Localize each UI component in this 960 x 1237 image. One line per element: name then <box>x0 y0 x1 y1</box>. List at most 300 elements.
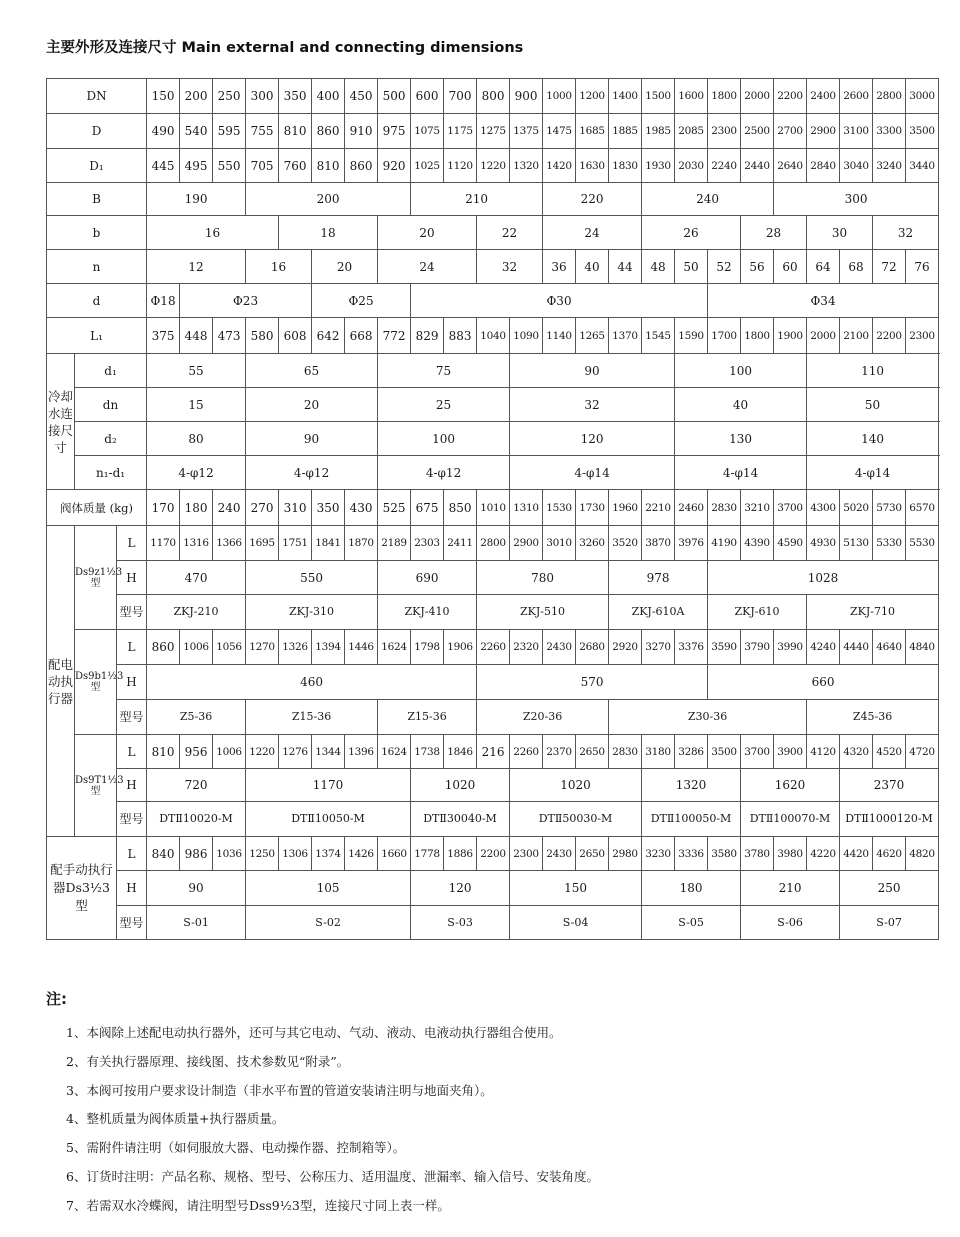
model-value: Z5-36 <box>147 700 246 735</box>
L-value: 1396 <box>345 735 378 769</box>
L-value: 1906 <box>444 630 477 665</box>
model-value: Z20-36 <box>477 700 609 735</box>
mass-value: 350 <box>312 490 345 526</box>
L-value: 3180 <box>642 735 675 769</box>
table-cell: 1320 <box>642 769 741 802</box>
table-cell: 910 <box>345 114 378 149</box>
note-item: 1、本阀除上述配电动执行器外，还可与其它电动、气动、液动、电液动执行器组合使用。 <box>66 1025 562 1040</box>
L-value: 2200 <box>477 837 510 871</box>
table-cell: 1265 <box>576 318 609 354</box>
table-cell: 1620 <box>741 769 840 802</box>
L-value: 5330 <box>873 526 906 561</box>
table-cell: 1140 <box>543 318 576 354</box>
note-item: 4、整机质量为阀体质量+执行器质量。 <box>66 1111 285 1127</box>
L-value: 2430 <box>543 630 576 665</box>
mass-value: 5730 <box>873 490 906 526</box>
table-cell: 1120 <box>444 149 477 183</box>
L-value: 3376 <box>675 630 708 665</box>
table-cell: 30 <box>807 216 873 250</box>
table-cell: 22 <box>477 216 543 250</box>
L-value: 2920 <box>609 630 642 665</box>
table-cell: 15 <box>147 388 246 422</box>
table-cell: 705 <box>246 149 279 183</box>
model-value: DTⅡ50030-M <box>510 802 642 837</box>
dn-value: 1800 <box>708 79 741 114</box>
table-cell: 300 <box>774 183 939 216</box>
table-cell: 1170 <box>246 769 411 802</box>
table-cell: 68 <box>840 250 873 284</box>
L-value: 1306 <box>279 837 312 871</box>
table-cell: 90 <box>246 422 378 456</box>
table-cell: 495 <box>180 149 213 183</box>
table-row <box>47 318 939 354</box>
L-value: 2430 <box>543 837 576 871</box>
table-cell: 120 <box>510 422 675 456</box>
L-value: 5130 <box>840 526 873 561</box>
L-value: 2370 <box>543 735 576 769</box>
table-row <box>47 284 939 318</box>
table-cell: 2370 <box>840 769 939 802</box>
table-cell: 1075 <box>411 114 444 149</box>
dn-value: 2800 <box>873 79 906 114</box>
table-cell: 2300 <box>906 318 939 354</box>
table-cell: 210 <box>741 871 840 906</box>
table-cell: 3040 <box>840 149 873 183</box>
model-value: Z30-36 <box>609 700 807 735</box>
table-cell: 24 <box>543 216 642 250</box>
table-row <box>47 490 939 526</box>
table-cell: 780 <box>477 561 609 595</box>
table-cell: 668 <box>345 318 378 354</box>
L-value: 1624 <box>378 735 411 769</box>
table-cell: 60 <box>774 250 807 284</box>
L-value: 1446 <box>345 630 378 665</box>
table-cell: 2200 <box>873 318 906 354</box>
mass-value: 1960 <box>609 490 642 526</box>
table-row <box>47 769 939 802</box>
table-cell: 540 <box>180 114 213 149</box>
mass-value: 3210 <box>741 490 774 526</box>
table-cell: 25 <box>378 388 510 422</box>
model-value: Z45-36 <box>807 700 939 735</box>
L-value: 3980 <box>774 837 807 871</box>
L-value: 4220 <box>807 837 840 871</box>
table-cell: 1420 <box>543 149 576 183</box>
L-value: 2260 <box>510 735 543 769</box>
mass-value: 2210 <box>642 490 675 526</box>
L-value: 860 <box>147 630 180 665</box>
table-cell: 1028 <box>708 561 939 595</box>
table-cell: 56 <box>741 250 774 284</box>
table-cell: 1630 <box>576 149 609 183</box>
dn-value: 800 <box>477 79 510 114</box>
L-value: 2650 <box>576 735 609 769</box>
L-value: 3520 <box>609 526 642 561</box>
table-cell: 250 <box>840 871 939 906</box>
table-cell: 2440 <box>741 149 774 183</box>
table-cell: 20 <box>378 216 477 250</box>
table-cell: 1700 <box>708 318 741 354</box>
L-value: 4590 <box>774 526 807 561</box>
table-cell: 16 <box>246 250 312 284</box>
table-cell: 473 <box>213 318 246 354</box>
L-value: 3230 <box>642 837 675 871</box>
model-value: DTⅡ1000120-M <box>840 802 939 837</box>
table-cell: 4-φ12 <box>378 456 510 490</box>
row-label-H: H <box>117 769 147 802</box>
table-cell: 2640 <box>774 149 807 183</box>
L-value: 2680 <box>576 630 609 665</box>
dn-value: 2600 <box>840 79 873 114</box>
model-value: DTⅡ100050-M <box>642 802 741 837</box>
L-value: 1270 <box>246 630 279 665</box>
notes-title: 注: <box>46 990 67 1008</box>
table-cell: 1590 <box>675 318 708 354</box>
table-cell: 1040 <box>477 318 510 354</box>
table-cell: 40 <box>576 250 609 284</box>
table-row <box>47 700 939 735</box>
L-value: 1695 <box>246 526 279 561</box>
table-row <box>47 561 939 595</box>
table-cell: 100 <box>675 354 807 388</box>
notes-section <box>46 988 926 1221</box>
table-cell: 2100 <box>840 318 873 354</box>
table-row <box>47 79 939 114</box>
table-cell: 1930 <box>642 149 675 183</box>
table-cell: 130 <box>675 422 807 456</box>
table-cell: 64 <box>807 250 840 284</box>
row-label-model: 型号 <box>117 906 147 940</box>
table-cell: 4-φ14 <box>807 456 939 490</box>
table-cell: 755 <box>246 114 279 149</box>
table-cell: 550 <box>246 561 378 595</box>
note-item: 5、需附件请注明（如伺服放大器、电动操作器、控制箱等）。 <box>66 1140 406 1156</box>
table-cell: 32 <box>477 250 543 284</box>
table-cell: 105 <box>246 871 411 906</box>
table-cell: 210 <box>411 183 543 216</box>
dn-value: 3000 <box>906 79 939 114</box>
mass-value: 850 <box>444 490 477 526</box>
table-cell: 26 <box>642 216 741 250</box>
row-label-mass: 阀体质量 (kg) <box>47 490 147 526</box>
mass-value: 675 <box>411 490 444 526</box>
dn-value: 2200 <box>774 79 807 114</box>
L-value: 2411 <box>444 526 477 561</box>
L-value: 4420 <box>840 837 873 871</box>
table-cell: 720 <box>147 769 246 802</box>
table-cell: 829 <box>411 318 444 354</box>
L-value: 4390 <box>741 526 774 561</box>
table-cell: 1025 <box>411 149 444 183</box>
table-cell: 18 <box>279 216 378 250</box>
model-value: ZKJ-310 <box>246 595 378 630</box>
mass-value: 1310 <box>510 490 543 526</box>
model-value: S-05 <box>642 906 741 940</box>
mass-value: 270 <box>246 490 279 526</box>
table-cell: 975 <box>378 114 411 149</box>
table-cell: 32 <box>510 388 675 422</box>
table-cell: Φ25 <box>312 284 411 318</box>
L-value: 1870 <box>345 526 378 561</box>
electric-actuator-label: 配电动执行器 <box>47 526 75 837</box>
table-cell: 1985 <box>642 114 675 149</box>
dn-value: 300 <box>246 79 279 114</box>
L-value: 4120 <box>807 735 840 769</box>
L-value: 3790 <box>741 630 774 665</box>
table-row <box>47 149 939 183</box>
mass-value: 170 <box>147 490 180 526</box>
table-cell: 110 <box>807 354 939 388</box>
L-value: 4520 <box>873 735 906 769</box>
L-value: 2650 <box>576 837 609 871</box>
mass-value: 180 <box>180 490 213 526</box>
L-value: 2320 <box>510 630 543 665</box>
table-cell: 32 <box>873 216 939 250</box>
L-value: 1624 <box>378 630 411 665</box>
cooling-group-label: 冷却水连接尺寸 <box>47 354 75 490</box>
mass-value: 310 <box>279 490 312 526</box>
mass-value: 1730 <box>576 490 609 526</box>
table-cell: 76 <box>906 250 939 284</box>
table-cell: 90 <box>510 354 675 388</box>
dn-value: 500 <box>378 79 411 114</box>
model-value: S-07 <box>840 906 939 940</box>
row-label-L: L <box>117 630 147 665</box>
L-value: 4840 <box>906 630 939 665</box>
L-value: 1220 <box>246 735 279 769</box>
note-item: 3、本阀可按用户要求设计制造（非水平布置的管道安装请注明与地面夹角）。 <box>66 1082 493 1098</box>
row-label: dn <box>75 388 147 422</box>
table-cell: 50 <box>807 388 939 422</box>
L-value: 3336 <box>675 837 708 871</box>
table-cell: 20 <box>312 250 378 284</box>
table-cell: 772 <box>378 318 411 354</box>
table-cell: 1275 <box>477 114 510 149</box>
L-value: 1056 <box>213 630 246 665</box>
L-value: 1738 <box>411 735 444 769</box>
L-value: 4320 <box>840 735 873 769</box>
L-value: 4240 <box>807 630 840 665</box>
table-cell: 28 <box>741 216 807 250</box>
table-cell: 1090 <box>510 318 543 354</box>
table-cell: 1370 <box>609 318 642 354</box>
L-value: 4620 <box>873 837 906 871</box>
table-cell: 80 <box>147 422 246 456</box>
dn-value: 700 <box>444 79 477 114</box>
table-cell: 12 <box>147 250 246 284</box>
L-value: 3780 <box>741 837 774 871</box>
table-cell: Φ23 <box>180 284 312 318</box>
L-value: 3870 <box>642 526 675 561</box>
dn-value: 900 <box>510 79 543 114</box>
table-cell: 190 <box>147 183 246 216</box>
actuator-model-label: Ds9T1½3型 <box>75 735 117 837</box>
table-row <box>47 183 939 216</box>
table-cell: Φ18 <box>147 284 180 318</box>
L-value: 2800 <box>477 526 510 561</box>
table-row <box>47 735 939 769</box>
table-cell: 65 <box>246 354 378 388</box>
row-label: n <box>47 250 147 284</box>
table-cell: 595 <box>213 114 246 149</box>
table-cell: Φ30 <box>411 284 708 318</box>
dn-value: 450 <box>345 79 378 114</box>
row-label: d₁ <box>75 354 147 388</box>
table-cell: 883 <box>444 318 477 354</box>
table-cell: 200 <box>246 183 411 216</box>
L-value: 3900 <box>774 735 807 769</box>
dn-value: 600 <box>411 79 444 114</box>
table-cell: 760 <box>279 149 312 183</box>
table-cell: 470 <box>147 561 246 595</box>
table-cell: 40 <box>675 388 807 422</box>
table-cell: 16 <box>147 216 279 250</box>
mass-value: 2830 <box>708 490 741 526</box>
L-value: 1846 <box>444 735 477 769</box>
L-value: 2900 <box>510 526 543 561</box>
row-label-L: L <box>117 526 147 561</box>
L-value: 2980 <box>609 837 642 871</box>
dn-value: 150 <box>147 79 180 114</box>
row-label-H: H <box>117 665 147 700</box>
dn-value: 1000 <box>543 79 576 114</box>
row-label: D <box>47 114 147 149</box>
table-cell: 550 <box>213 149 246 183</box>
mass-value: 240 <box>213 490 246 526</box>
manual-actuator-label: 配手动执行器Ds3½3型 <box>47 837 117 940</box>
L-value: 1751 <box>279 526 312 561</box>
table-row <box>47 595 939 630</box>
table-cell: 3240 <box>873 149 906 183</box>
row-label-H: H <box>117 561 147 595</box>
model-value: DTⅡ30040-M <box>411 802 510 837</box>
dn-value: 2000 <box>741 79 774 114</box>
table-cell: 3300 <box>873 114 906 149</box>
model-value: DTⅡ10020-M <box>147 802 246 837</box>
actuator-model-label: Ds9b1½3型 <box>75 630 117 735</box>
page-title: 主要外形及连接尺寸 Main external and connecting dimensions <box>46 40 524 56</box>
L-value: 3700 <box>741 735 774 769</box>
L-value: 4930 <box>807 526 840 561</box>
table-row <box>47 871 939 906</box>
table-row <box>47 422 939 456</box>
table-cell: 580 <box>246 318 279 354</box>
mass-value: 430 <box>345 490 378 526</box>
L-value: 1778 <box>411 837 444 871</box>
dn-value: 1500 <box>642 79 675 114</box>
table-cell: 810 <box>279 114 312 149</box>
table-cell: 150 <box>510 871 642 906</box>
mass-value: 525 <box>378 490 411 526</box>
table-row <box>47 354 939 388</box>
L-value: 3500 <box>708 735 741 769</box>
note-item: 2、有关执行器原理、接线图、技术参数见“附录”。 <box>66 1053 350 1069</box>
model-value: ZKJ-610 <box>708 595 807 630</box>
row-label-dn: DN <box>47 79 147 114</box>
table-cell: 1375 <box>510 114 543 149</box>
L-value: 4440 <box>840 630 873 665</box>
model-value: S-06 <box>741 906 840 940</box>
table-cell: 2700 <box>774 114 807 149</box>
table-cell: 4-φ14 <box>675 456 807 490</box>
table-row <box>47 630 939 665</box>
dn-value: 1400 <box>609 79 642 114</box>
table-cell: 690 <box>378 561 477 595</box>
row-label: d₂ <box>75 422 147 456</box>
table-cell: 642 <box>312 318 345 354</box>
L-value: 840 <box>147 837 180 871</box>
L-value: 2830 <box>609 735 642 769</box>
row-label-model: 型号 <box>117 595 147 630</box>
mass-value: 6570 <box>906 490 939 526</box>
L-value: 1006 <box>213 735 246 769</box>
model-value: ZKJ-710 <box>807 595 939 630</box>
table-row <box>47 216 939 250</box>
table-cell: 1885 <box>609 114 642 149</box>
table-cell: 448 <box>180 318 213 354</box>
table-row <box>47 456 939 490</box>
mass-value: 2460 <box>675 490 708 526</box>
L-value: 3990 <box>774 630 807 665</box>
table-row <box>47 802 939 837</box>
table-cell: 1320 <box>510 149 543 183</box>
L-value: 4640 <box>873 630 906 665</box>
L-value: 1250 <box>246 837 279 871</box>
model-value: S-04 <box>510 906 642 940</box>
table-cell: 220 <box>543 183 642 216</box>
table-row <box>47 250 939 284</box>
model-value: DTⅡ100070-M <box>741 802 840 837</box>
row-label-L: L <box>117 735 147 769</box>
mass-value: 5020 <box>840 490 873 526</box>
L-value: 5530 <box>906 526 939 561</box>
table-cell: 4-φ12 <box>147 456 246 490</box>
table-cell: 1020 <box>510 769 642 802</box>
L-value: 1006 <box>180 630 213 665</box>
L-value: 1316 <box>180 526 213 561</box>
dn-value: 2400 <box>807 79 840 114</box>
model-value: S-01 <box>147 906 246 940</box>
table-cell: 860 <box>345 149 378 183</box>
L-value: 1036 <box>213 837 246 871</box>
mass-value: 1010 <box>477 490 510 526</box>
table-cell: 75 <box>378 354 510 388</box>
table-cell: 2085 <box>675 114 708 149</box>
dn-value: 1600 <box>675 79 708 114</box>
table-cell: 3100 <box>840 114 873 149</box>
table-cell: 460 <box>147 665 477 700</box>
table-cell: 1900 <box>774 318 807 354</box>
table-cell: 44 <box>609 250 642 284</box>
dn-value: 350 <box>279 79 312 114</box>
L-value: 1276 <box>279 735 312 769</box>
L-value: 2260 <box>477 630 510 665</box>
table-cell: 1545 <box>642 318 675 354</box>
table-cell: 1475 <box>543 114 576 149</box>
L-value: 1660 <box>378 837 411 871</box>
table-cell: 48 <box>642 250 675 284</box>
table-cell: 24 <box>378 250 477 284</box>
row-label: b <box>47 216 147 250</box>
table-cell: 1685 <box>576 114 609 149</box>
L-value: 3286 <box>675 735 708 769</box>
table-cell: 570 <box>477 665 708 700</box>
row-label-model: 型号 <box>117 700 147 735</box>
L-value: 2300 <box>510 837 543 871</box>
L-value: 4190 <box>708 526 741 561</box>
table-cell: 3440 <box>906 149 939 183</box>
dn-value: 400 <box>312 79 345 114</box>
